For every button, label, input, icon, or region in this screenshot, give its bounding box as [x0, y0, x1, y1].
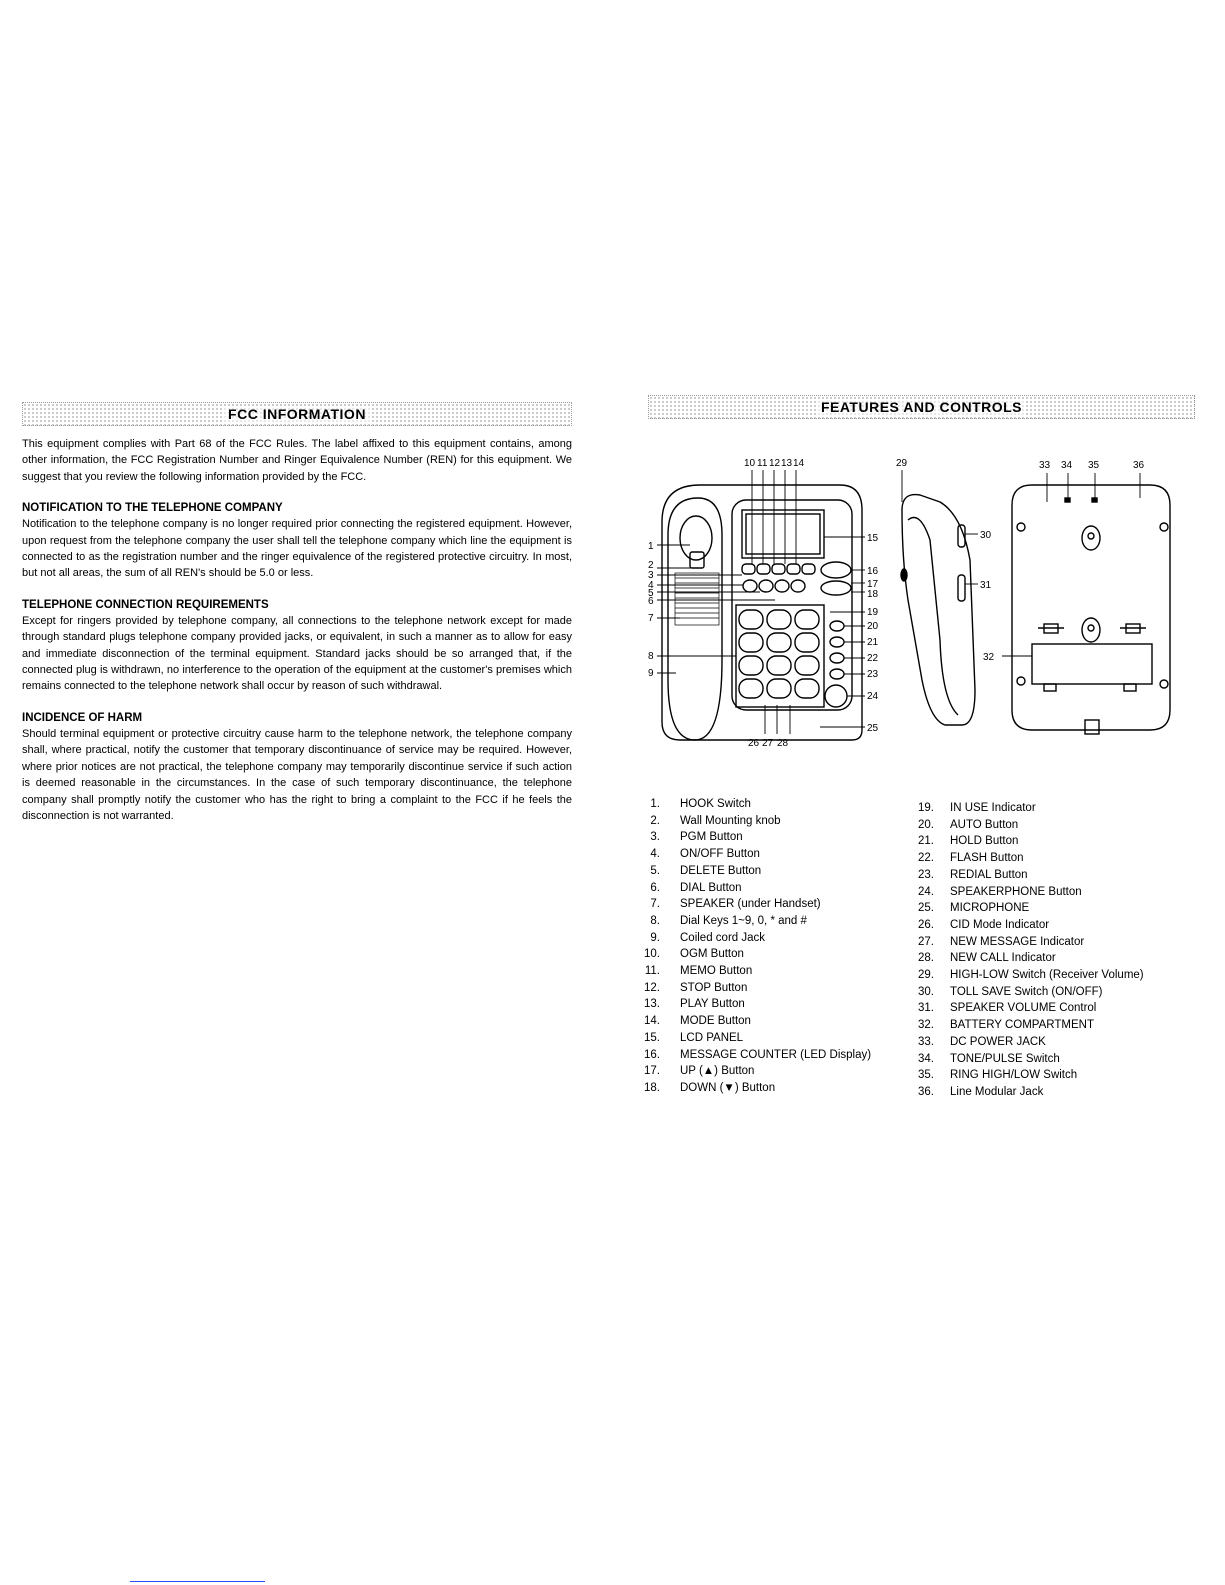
section-heading: TELEPHONE CONNECTION REQUIREMENTS	[22, 598, 269, 611]
item-label: STOP Button	[680, 981, 748, 994]
callout-label: 29	[896, 458, 908, 469]
callout-label: 30	[980, 530, 992, 541]
item-label: MESSAGE COUNTER (LED Display)	[680, 1048, 872, 1061]
item-label: CID Mode Indicator	[950, 918, 1050, 931]
item-label: NEW MESSAGE Indicator	[950, 935, 1085, 948]
item-number: 22.	[918, 852, 934, 865]
callout-label: 11	[757, 458, 768, 469]
callout-label: 1	[648, 541, 654, 552]
item-number: 2.	[650, 814, 660, 827]
item-label: DC POWER JACK	[950, 1035, 1046, 1048]
item-number: 12.	[644, 981, 660, 994]
fcc-notification	[22, 500, 572, 582]
item-label: Dial Keys 1~9, 0, * and #	[680, 914, 807, 927]
item-number: 24.	[918, 885, 934, 898]
item-label: UP (▲) Button	[680, 1065, 755, 1078]
item-number: 33.	[918, 1035, 934, 1048]
callout-label: 22	[867, 653, 879, 664]
callout-label: 15	[867, 533, 879, 544]
callout-label: 5	[648, 588, 654, 599]
callout-label: 6	[648, 596, 654, 607]
item-label: MEMO Button	[680, 965, 753, 978]
callout-label: 4	[648, 580, 654, 591]
list-item	[622, 796, 871, 813]
list-item	[898, 934, 1144, 951]
callout-label: 20	[867, 621, 879, 632]
list-item	[898, 950, 1144, 967]
callout-label: 21	[867, 637, 879, 648]
list-item	[898, 1051, 1144, 1068]
lcd-panel	[742, 510, 824, 558]
section-text: Notification to the telephone company is no longer required prior connecting the registered equipment. However, upon request from the telephone company the user shall tell the telephone company which line the equipment is connected to as the registration number and the ringer equivalence of the registered protective circuitry. In most, but not all areas, the sum of all REN's should be 5.0 or less.	[22, 518, 572, 580]
callout-label: 23	[867, 669, 879, 680]
item-label: NEW CALL Indicator	[950, 952, 1056, 965]
features-title-banner	[648, 395, 1195, 419]
list-item	[622, 1063, 871, 1080]
item-label: SPEAKER (under Handset)	[680, 898, 821, 911]
item-label: TOLL SAVE Switch (ON/OFF)	[950, 985, 1103, 998]
item-number: 17.	[644, 1065, 660, 1078]
speaker-volume-control	[958, 575, 965, 601]
list-item	[622, 896, 871, 913]
function-buttons	[742, 562, 851, 595]
callout-label: 36	[1133, 460, 1145, 471]
item-label: HOLD Button	[950, 835, 1019, 848]
item-label: IN USE Indicator	[950, 802, 1036, 814]
item-label: TONE/PULSE Switch	[950, 1052, 1060, 1065]
fcc-connection-requirements	[22, 597, 572, 695]
item-number: 5.	[650, 864, 660, 877]
item-number: 25.	[918, 902, 934, 915]
item-number: 28.	[918, 952, 934, 965]
list-item	[622, 846, 871, 863]
item-number: 8.	[650, 914, 660, 927]
item-number: 18.	[644, 1081, 660, 1094]
list-item	[622, 829, 871, 846]
list-item	[622, 1080, 871, 1097]
scan-artifact-line	[130, 1581, 265, 1582]
section-text: Should terminal equipment or protective circuitry cause harm to the telephone network, the telephone company shall, where practical, notify the customer that temporary discontinuance of service may be required. However, where prior notices are not practical, the telephone company may temporarily discontinue service if such action is deemed reasonable in the circumstances. In the case of such temporary discontinuance, the telephone company shall promptly notify the customer who has the right to bring a complaint to the FCC if he feels the disconnection is not warranted.	[22, 727, 572, 822]
list-item	[898, 917, 1144, 934]
callout-label: 33	[1039, 460, 1051, 471]
item-number: 4.	[650, 848, 660, 861]
callout-label: 14	[793, 458, 805, 469]
list-item	[622, 1047, 871, 1064]
item-label: OGM Button	[680, 948, 744, 961]
item-number: 9.	[650, 931, 660, 944]
list-item	[898, 800, 1144, 817]
side-buttons	[825, 621, 847, 707]
item-label: HIGH-LOW Switch (Receiver Volume)	[950, 969, 1144, 982]
callout-label: 8	[648, 651, 654, 662]
item-number: 11.	[644, 965, 660, 978]
item-label: MICROPHONE	[950, 902, 1030, 915]
item-label: PGM Button	[680, 831, 743, 844]
item-number: 19.	[918, 802, 934, 814]
section-heading: INCIDENCE OF HARM	[22, 711, 143, 724]
item-label: DOWN (▼) Button	[680, 1081, 776, 1094]
item-label: SPEAKER VOLUME Control	[950, 1002, 1097, 1015]
list-item	[622, 963, 871, 980]
callout-label: 9	[648, 668, 654, 679]
dc-jack	[1085, 720, 1099, 734]
features-title: FEATURES AND CONTROLS	[817, 399, 1026, 415]
callout-label: 25	[867, 723, 879, 734]
item-label: MODE Button	[680, 1015, 751, 1028]
item-number: 10.	[644, 948, 660, 961]
list-item	[622, 930, 871, 947]
fcc-section	[22, 436, 572, 839]
item-number: 20.	[918, 818, 934, 831]
list-item	[622, 946, 871, 963]
list-item	[898, 850, 1144, 867]
item-number: 14.	[644, 1015, 660, 1028]
callout-label: 13	[781, 458, 793, 469]
item-number: 1.	[650, 798, 660, 810]
callout-label: 10	[744, 458, 756, 469]
features-list-right	[898, 800, 1144, 1101]
item-label: Coiled cord Jack	[680, 931, 766, 944]
section-text: Except for ringers provided by telephone company, all connections to the telephone network except for made through standard plugs telephone company provided jacks, or equivalent, in such a manner as to allow for easy and immediate disconnection of the terminal equipment. Standard jacks should be so arranged that, if the connected plug is withdrawn, no interference to the operation of the equipment at the customer's premises which remains connected to the telephone network shall occur by reason of such withdrawal.	[22, 614, 572, 693]
list-item	[898, 817, 1144, 834]
list-item	[622, 1013, 871, 1030]
item-number: 32.	[918, 1019, 934, 1032]
item-number: 15.	[644, 1031, 660, 1044]
front-view	[657, 470, 865, 740]
dial-keypad	[736, 605, 824, 707]
item-label: PLAY Button	[680, 998, 745, 1011]
callout-label: 18	[867, 589, 879, 600]
list-item	[898, 984, 1144, 1001]
phone-diagram	[640, 440, 1200, 760]
item-number: 7.	[650, 898, 660, 911]
item-number: 23.	[918, 868, 934, 881]
list-item	[898, 1000, 1144, 1017]
callout-label: 19	[867, 607, 879, 618]
item-number: 27.	[918, 935, 934, 948]
list-item	[898, 884, 1144, 901]
item-label: SPEAKERPHONE Button	[950, 885, 1082, 898]
battery-compartment	[1032, 644, 1152, 684]
list-item	[898, 967, 1144, 984]
item-label: AUTO Button	[950, 818, 1019, 831]
fcc-incidence-of-harm	[22, 710, 572, 824]
item-label: Wall Mounting knob	[680, 814, 781, 827]
item-number: 26.	[918, 918, 934, 931]
item-number: 29.	[918, 969, 934, 982]
back-view	[1002, 473, 1170, 734]
item-label: ON/OFF Button	[680, 848, 760, 861]
callout-label: 12	[769, 458, 781, 469]
list-item	[898, 1067, 1144, 1084]
callout-label: 16	[867, 566, 879, 577]
callout-label: 24	[867, 691, 879, 702]
callout-label: 7	[648, 613, 654, 624]
speaker-grille	[675, 573, 719, 625]
callout-label: 27	[762, 738, 774, 749]
fcc-title: FCC INFORMATION	[224, 406, 370, 422]
list-item	[622, 996, 871, 1013]
callout-label: 34	[1061, 460, 1073, 471]
earpiece	[680, 516, 712, 560]
callout-label: 31	[980, 580, 992, 591]
fcc-intro: This equipment complies with Part 68 of the FCC Rules. The label affixed to this equipment contains, among other information, the FCC Registration Number and Ringer Equivalence Number (REN) for this equipment. We suggest that you review the following information provided by the FCC.	[22, 438, 572, 483]
item-number: 31.	[918, 1002, 934, 1015]
list-item	[898, 833, 1144, 850]
item-number: 34.	[918, 1052, 934, 1065]
fcc-title-banner	[22, 402, 572, 426]
callout-label: 26	[748, 738, 760, 749]
list-item	[622, 880, 871, 897]
item-number: 36.	[918, 1085, 934, 1098]
item-number: 21.	[918, 835, 934, 848]
callout-label: 3	[648, 570, 654, 581]
list-item	[622, 913, 871, 930]
item-number: 16.	[644, 1048, 660, 1061]
item-label: REDIAL Button	[950, 868, 1028, 881]
features-list-left	[622, 796, 871, 1097]
handset	[668, 498, 722, 740]
item-number: 35.	[918, 1069, 934, 1082]
list-item	[622, 980, 871, 997]
item-number: 6.	[650, 881, 660, 894]
item-label: Line Modular Jack	[950, 1085, 1044, 1098]
item-label: DELETE Button	[680, 864, 762, 877]
item-label: LCD PANEL	[680, 1031, 744, 1044]
section-heading: NOTIFICATION TO THE TELEPHONE COMPANY	[22, 502, 283, 515]
list-item	[622, 813, 871, 830]
list-item	[898, 1017, 1144, 1034]
list-item	[898, 1034, 1144, 1051]
list-item	[898, 900, 1144, 917]
callout-label: 35	[1088, 460, 1100, 471]
callout-label: 17	[867, 579, 879, 590]
item-number: 3.	[650, 831, 660, 844]
item-number: 13.	[644, 998, 660, 1011]
list-item	[898, 867, 1144, 884]
list-item	[898, 1084, 1144, 1101]
item-label: RING HIGH/LOW Switch	[950, 1069, 1078, 1082]
item-label: HOOK Switch	[680, 798, 751, 810]
item-number: 30.	[918, 985, 934, 998]
item-label: DIAL Button	[680, 881, 742, 894]
item-label: FLASH Button	[950, 852, 1024, 865]
side-view	[901, 470, 978, 725]
list-item	[622, 1030, 871, 1047]
list-item	[622, 863, 871, 880]
callout-label: 28	[777, 738, 789, 749]
callout-label: 2	[648, 560, 654, 571]
item-label: BATTERY COMPARTMENT	[950, 1019, 1094, 1032]
callout-label: 32	[983, 652, 995, 663]
